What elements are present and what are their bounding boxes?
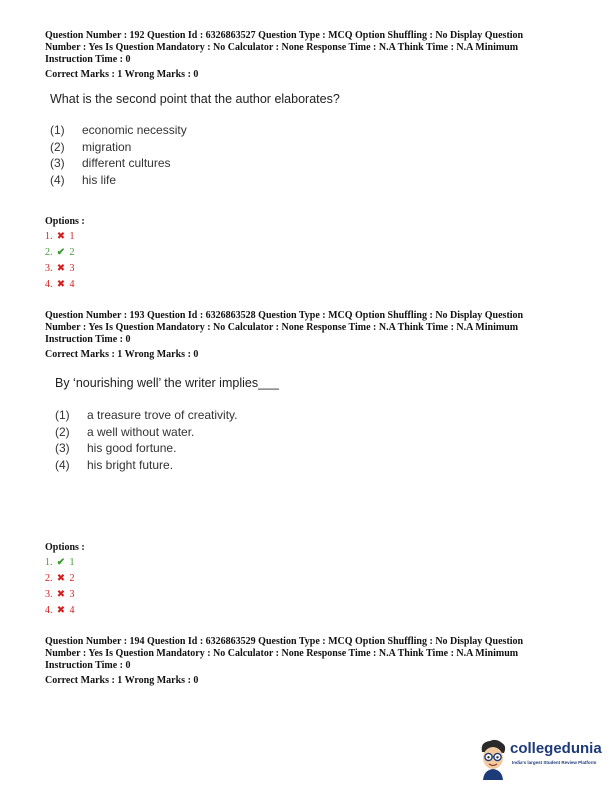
collegedunia-logo [476, 738, 604, 782]
option-index: 4. [45, 605, 53, 616]
option-index: 3. [45, 589, 53, 600]
option-item [45, 555, 75, 571]
option-value: 3 [69, 589, 75, 600]
choice-item [55, 424, 238, 441]
question-193-text: By ‘nourishing well’ the writer implies___ [55, 376, 279, 390]
meta-line: Instruction Time : 0 [45, 334, 131, 345]
option-index: 2. [45, 573, 53, 584]
marks-line: Correct Marks : 1 Wrong Marks : 0 [45, 69, 199, 80]
choice-item [55, 407, 238, 424]
option-index: 4. [45, 279, 53, 290]
brand-tagline: India's largest Student Review Platform [512, 760, 597, 765]
option-item [45, 261, 75, 277]
option-index: 2. [45, 247, 53, 258]
choice-item [50, 155, 187, 172]
option-item [45, 277, 75, 293]
option-value: 1 [69, 557, 75, 568]
meta-line: Instruction Time : 0 [45, 660, 131, 671]
choice-text: migration [82, 139, 132, 154]
choice-text: economic necessity [82, 123, 187, 137]
choice-item [55, 457, 238, 474]
choice-text: his good fortune. [87, 441, 177, 455]
question-193-choices [55, 407, 238, 473]
choice-number: (1) [50, 123, 65, 137]
option-value: 4 [69, 279, 75, 290]
options-title: Options : [45, 542, 85, 553]
cross-icon: ✖ [56, 605, 66, 616]
meta-line: Question Number : 193 Question Id : 6326863528 Question Type : MCQ Option Shuffling : No Display Question [45, 310, 524, 321]
choice-number: (3) [50, 156, 65, 170]
question-193-meta [45, 310, 575, 361]
option-value: 1 [69, 231, 75, 242]
option-value: 4 [69, 605, 75, 616]
question-194-meta [45, 636, 575, 687]
choice-item [50, 139, 187, 156]
choice-text: his life [82, 172, 117, 187]
choice-text: a treasure trove of creativity. [87, 408, 238, 422]
option-value: 2 [69, 247, 75, 258]
option-item [45, 229, 75, 245]
option-item [45, 571, 75, 587]
option-index: 1. [45, 231, 53, 242]
choice-number: (4) [55, 457, 70, 472]
question-192-choices [50, 122, 187, 188]
cross-icon: ✖ [56, 231, 66, 242]
meta-line: Instruction Time : 0 [45, 54, 131, 65]
options-title: Options : [45, 216, 85, 227]
mascot-icon [476, 738, 510, 780]
choice-number: (4) [50, 172, 65, 187]
meta-line: Number : Yes Is Question Mandatory : No Calculator : None Response Time : N.A Think Time : N.A Minimum [45, 322, 519, 333]
choice-number: (1) [55, 408, 70, 422]
meta-line: Question Number : 194 Question Id : 6326863529 Question Type : MCQ Option Shuffling : No Display Question [45, 636, 524, 647]
option-item [45, 587, 75, 603]
question-192-text: What is the second point that the author elaborates? [50, 92, 340, 106]
marks-line: Correct Marks : 1 Wrong Marks : 0 [45, 349, 199, 360]
cross-icon: ✖ [56, 589, 66, 600]
choice-text: different cultures [82, 156, 171, 170]
question-193-options [45, 555, 75, 619]
marks-line: Correct Marks : 1 Wrong Marks : 0 [45, 675, 199, 686]
choice-item [50, 172, 187, 189]
cross-icon: ✖ [56, 263, 66, 274]
question-192-options [45, 229, 75, 293]
choice-item [55, 440, 238, 457]
checkmark-icon: ✔ [56, 557, 66, 568]
meta-line: Number : Yes Is Question Mandatory : No Calculator : None Response Time : N.A Think Time : N.A Minimum [45, 42, 519, 53]
choice-text: a well without water. [87, 424, 195, 439]
cross-icon: ✖ [56, 279, 66, 290]
choice-number: (2) [50, 139, 65, 154]
meta-line: Question Number : 192 Question Id : 6326863527 Question Type : MCQ Option Shuffling : No Display Question [45, 30, 524, 41]
checkmark-icon: ✔ [56, 247, 66, 258]
choice-number: (2) [55, 424, 70, 439]
choice-item [50, 122, 187, 139]
brand-name: collegedunia [510, 740, 602, 757]
option-index: 3. [45, 263, 53, 274]
option-index: 1. [45, 557, 53, 568]
choice-text: his bright future. [87, 457, 174, 472]
cross-icon: ✖ [56, 573, 66, 584]
option-item [45, 603, 75, 619]
choice-number: (3) [55, 441, 70, 455]
option-value: 3 [69, 263, 75, 274]
question-192-meta [45, 30, 575, 81]
option-item [45, 245, 75, 261]
option-value: 2 [69, 573, 75, 584]
meta-line: Number : Yes Is Question Mandatory : No Calculator : None Response Time : N.A Think Time : N.A Minimum [45, 648, 519, 659]
